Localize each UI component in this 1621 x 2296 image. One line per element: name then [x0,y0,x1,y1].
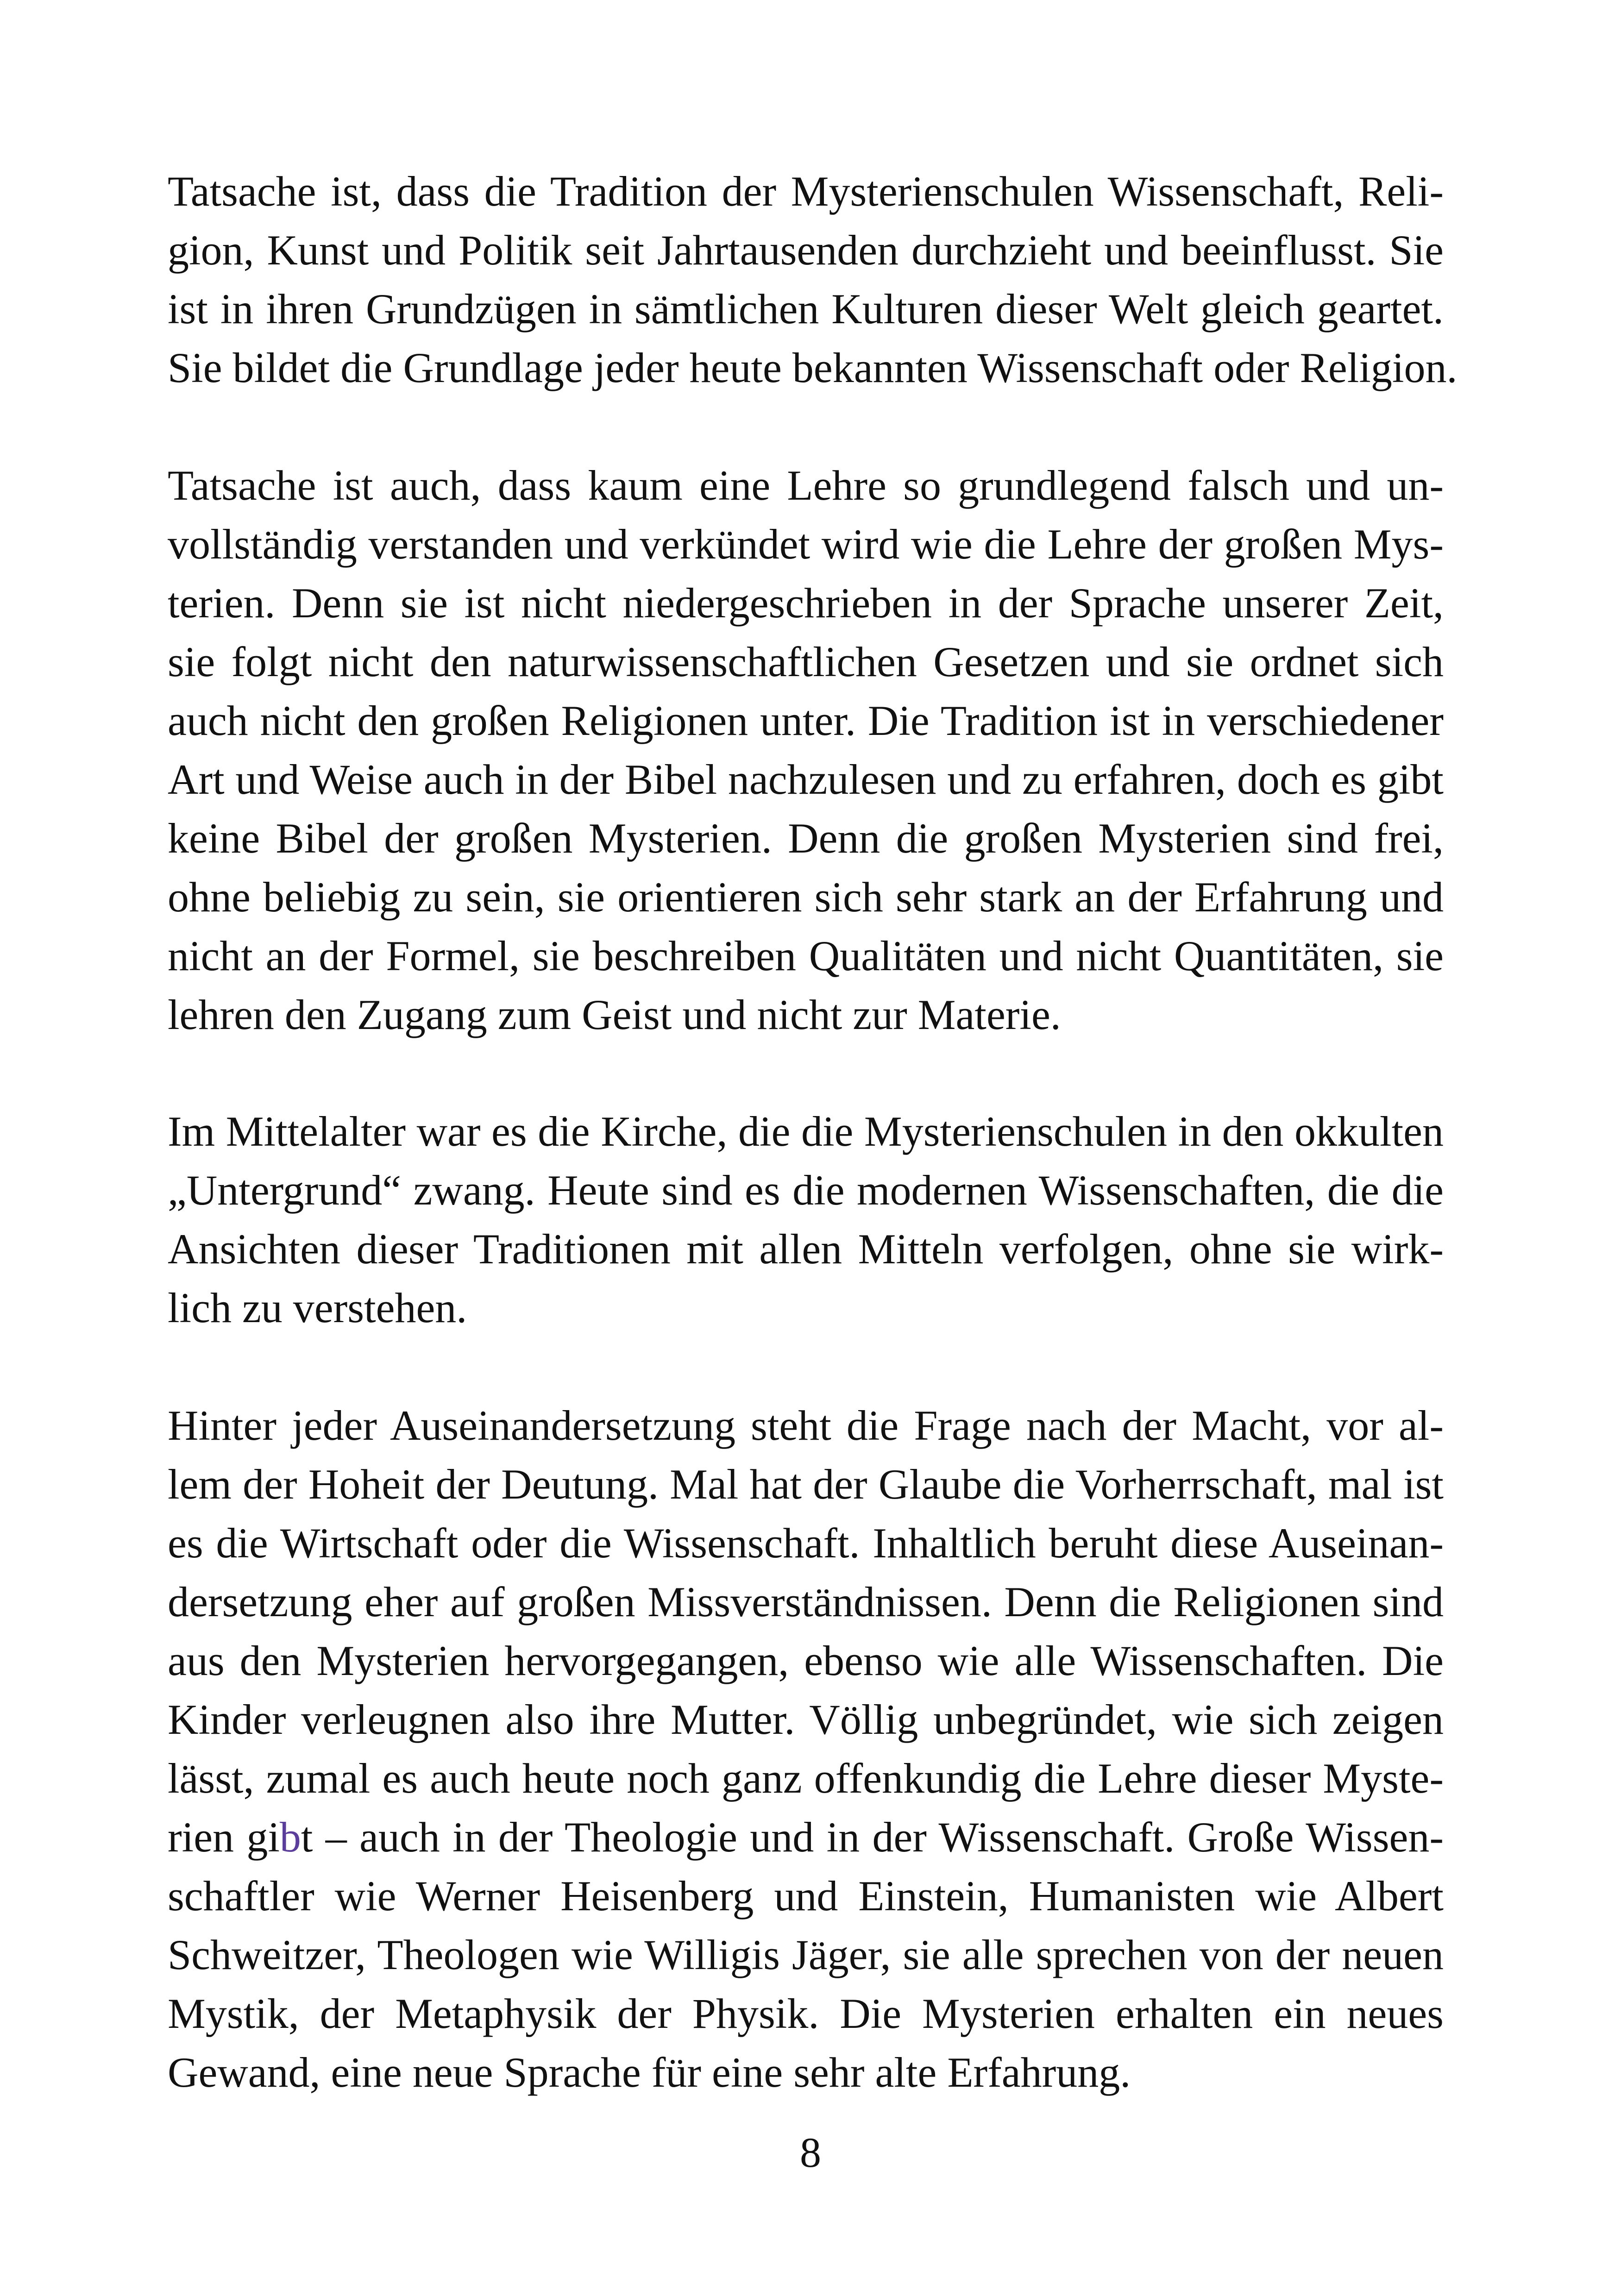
text-line: keine Bibel der großen Mysterien. Denn die großen Mysterien sind frei, [168,815,1444,862]
text-line: Hinter jeder Auseinandersetzung steht die Frage nach der Macht, vor al- [168,1402,1444,1449]
text-line: aus den Mysterien hervorgegangen, ebenso wie alle Wissenschaften. Die [168,1637,1444,1684]
text-line-with-accent [168,1808,1444,1867]
text-line: Ansichten dieser Traditionen mit allen Mitteln verfolgen, ohne sie wirk- [168,1225,1444,1273]
text-line: Im Mittelalter war es die Kirche, die die Mysterienschulen in den okkulten [168,1108,1444,1155]
text-line: auch nicht den großen Religionen unter. Die Tradition ist in verschiedener [168,697,1444,744]
text-line: schaftler wie Werner Heisenberg und Einstein, Humanisten wie Albert [168,1872,1444,1920]
text-line: lehren den Zugang zum Geist und nicht zur Materie. [168,991,1061,1038]
paragraph-4 [168,1396,1444,2102]
text-line: gion, Kunst und Politik seit Jahrtausenden durchzieht und beeinflusst. Sie [168,226,1444,274]
text-line: Sie bildet die Grundlage jeder heute bekannten Wissenschaft oder Religion. [168,344,1458,391]
text-segment: t – auch in der Theologie und in der Wissenschaft. Große Wissen- [301,1813,1444,1861]
text-line: Gewand, eine neue Sprache für eine sehr alte Erfahrung. [168,2049,1131,2096]
text-line: lich zu verstehen. [168,1284,467,1331]
text-line: Kinder verleugnen also ihre Mutter. Völlig unbegründet, wie sich zeigen [168,1696,1444,1743]
paragraph-2 [168,456,1444,1044]
text-line: es die Wirtschaft oder die Wissenschaft. Inhaltlich beruht diese Auseinan- [168,1519,1444,1567]
text-line: Tatsache ist, dass die Tradition der Mysterienschulen Wissenschaft, Reli- [168,168,1444,215]
text-line: Art und Weise auch in der Bibel nachzulesen und zu erfahren, doch es gibt [168,756,1444,803]
page-number: 8 [800,2129,821,2176]
text-line: Schweitzer, Theologen wie Willigis Jäger, sie alle sprechen von der neuen [168,1931,1444,1978]
paragraph-1 [168,162,1458,397]
text-line: terien. Denn sie ist nicht niedergeschrieben in der Sprache unserer Zeit, [168,579,1444,627]
text-line: vollständig verstanden und verkündet wird wie die Lehre der großen Mys- [168,521,1444,568]
text-line: dersetzung eher auf großen Missverständnissen. Denn die Religionen sind [168,1578,1444,1625]
text-segment: rien gi [168,1813,280,1861]
accent-letter: b [279,1813,301,1861]
text-line: Tatsache ist auch, dass kaum eine Lehre so grundlegend falsch und un- [168,462,1444,509]
paragraph-3 [168,1102,1444,1337]
text-line: ohne beliebig zu sein, sie orientieren sich sehr stark an der Erfahrung und [168,873,1444,921]
text-line: nicht an der Formel, sie beschreiben Qualitäten und nicht Quantitäten, sie [168,932,1444,979]
text-line: sie folgt nicht den naturwissenschaftlichen Gesetzen und sie ordnet sich [168,638,1444,685]
text-line: lem der Hoheit der Deutung. Mal hat der Glaube die Vorherrschaft, mal ist [168,1461,1444,1508]
text-line: ist in ihren Grundzügen in sämtlichen Kulturen dieser Welt gleich geartet. [168,285,1444,332]
text-line: lässt, zumal es auch heute noch ganz offenkundig die Lehre dieser Myste- [168,1755,1444,1802]
text-line: Mystik, der Metaphysik der Physik. Die Mysterien erhalten ein neues [168,1990,1444,2037]
text-line: „Untergrund“ zwang. Heute sind es die modernen Wissenschaften, die die [168,1167,1444,1214]
